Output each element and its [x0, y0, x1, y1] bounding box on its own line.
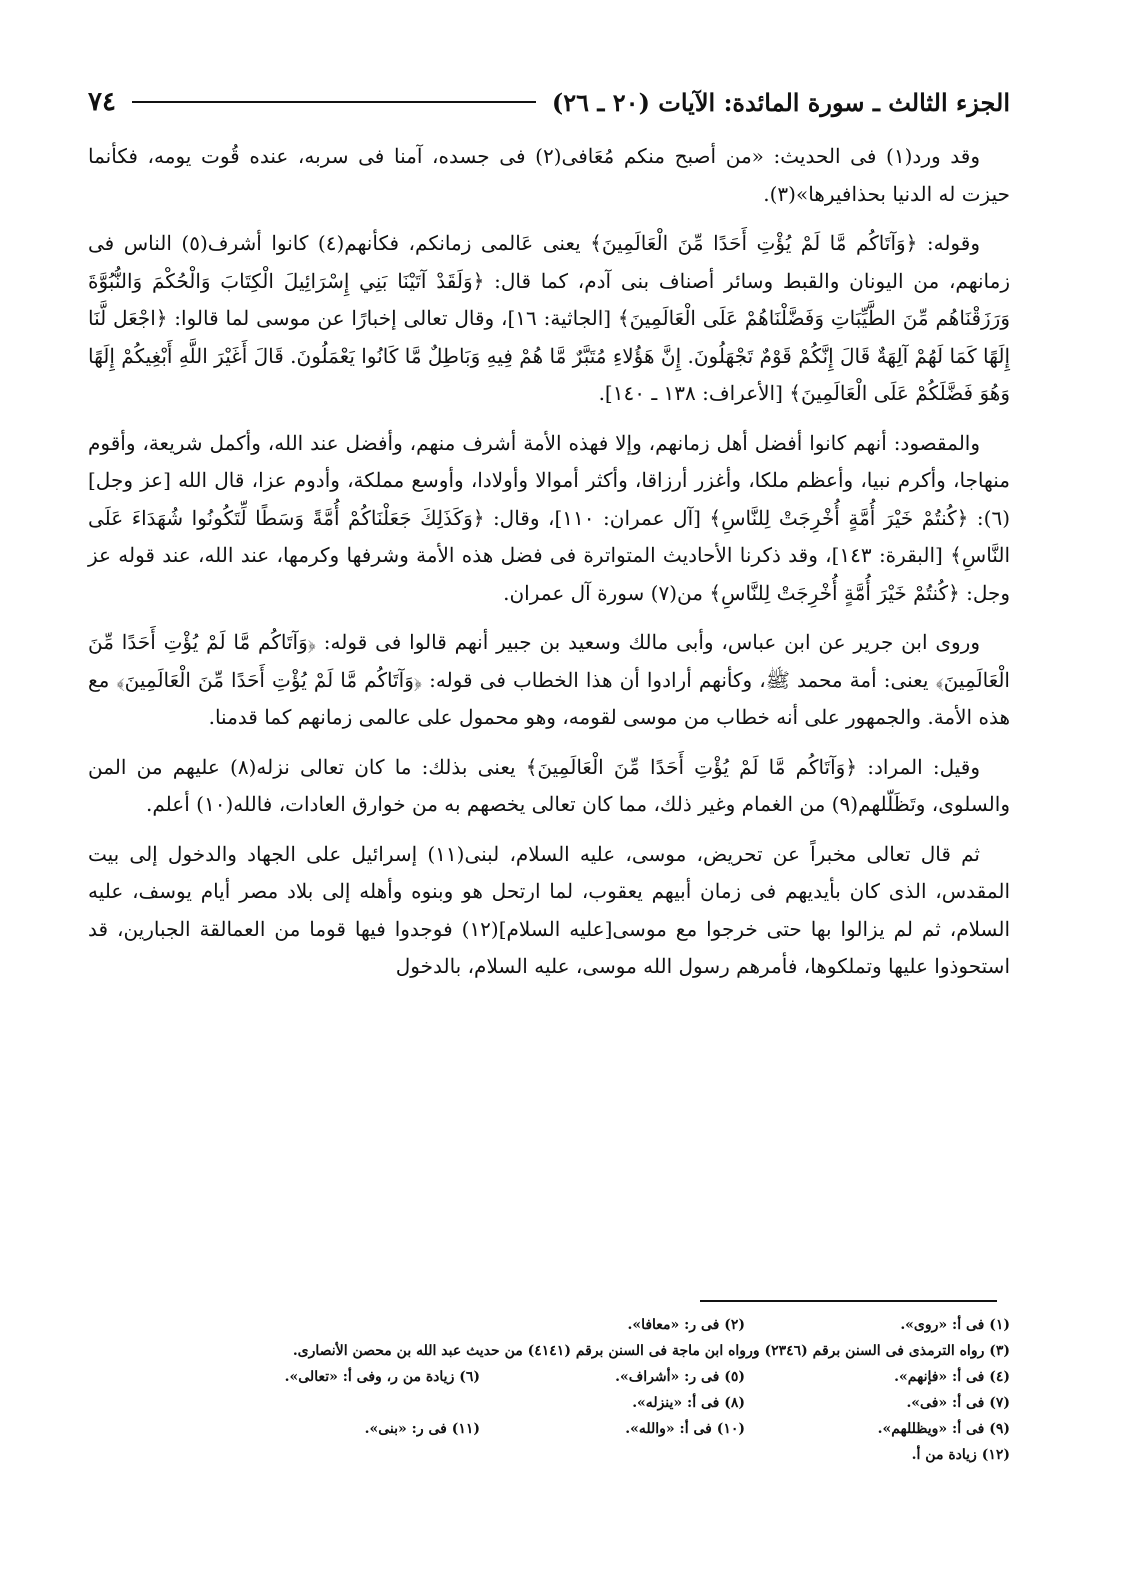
footnote-row — [130, 1338, 1010, 1364]
footnote: (٢) فى ر: «معافا». — [627, 1317, 745, 1333]
footnote-rule — [700, 1300, 997, 1302]
footnote-row — [130, 1312, 1010, 1338]
paragraph: ثم قال تعالى مخبراً عن تحريض، موسى، عليه السلام، لبنى(١١) إسرائيل على الجهاد والدخول إلى بيت المقدس، الذى كان بأيديهم فى زمان أبيهم يعقوب، لما ارتحل هو وبنوه وأهله إلى بلاد مصر أيام يوسف، عليه السلام، ثم لم يزالوا بها حتى خرجوا مع موسى[عليه السلام](١٢) فوجدوا فيها قوما من العمالقة الجبارين، قد استحوذوا عليها وتملكوها، فأمرهم رسول الله موسى، عليه السلام، بالدخول — [88, 841, 1011, 978]
header-title: الجزء الثالث ـ سورة المائدة: الآيات (٢٠ ـ ٢٦) — [551, 87, 1010, 117]
page-number: ٧٤ — [88, 87, 116, 117]
paragraph: وقد ورد(١) فى الحديث: «من أصبح منكم مُعَافى(٢) فى جسده، آمنا فى سربه، عنده قُوت يومه، فكأنما حيزت له الدنيا بحذافيرها»(٣). — [88, 144, 1010, 206]
header-rule — [132, 101, 536, 103]
footnote: (١٢) زيادة من أ. — [911, 1447, 1010, 1463]
footnote: (٩) فى أ: «ويظللهم». — [877, 1421, 1010, 1437]
footnote-row — [130, 1442, 1010, 1468]
footnote: (٣) رواه الترمذى فى السنن برقم (٢٣٤٦) ورواه ابن ماجة فى السنن برقم (٤١٤١) من حديث عبد الله بن محصن الأنصارى. — [292, 1343, 1010, 1359]
main-text — [88, 138, 1010, 998]
paragraph: وقيل: المراد: ﴿وَآتَاكُم مَّا لَمْ يُؤْتِ أَحَدًا مِّنَ الْعَالَمِينَ﴾ يعنى بذلك: ما كان تعالى نزله(٨) عليهم من المن والسلوى، وتَظَلّلهم(٩) من الغمام وغير ذلك، مما كان تعالى يخصهم به من خوارق العادات، فالله(١٠) أعلم. — [88, 754, 1010, 816]
footnote: (٦) زيادة من ر، وفى أ: «تعالى». — [284, 1369, 480, 1385]
footnote-row — [130, 1416, 1010, 1442]
footnote: (٨) فى أ: «ينزله». — [632, 1395, 745, 1411]
footnote: (٤) فى أ: «فإنهم». — [894, 1369, 1010, 1385]
footnotes — [130, 1312, 1010, 1468]
paragraph: والمقصود: أنهم كانوا أفضل أهل زمانهم، وإلا فهذه الأمة أشرف منهم، وأفضل عند الله، وأكمل شريعة، وأقوم منهاجا، وأكرم نبيا، وأعظم ملكا، وأغزر أرزاقا، وأكثر أموالا وأولادا، وأوسع مملكة، وأدوم عزا، قال الله [عز وجل](٦): ﴿كُنتُمْ خَيْرَ أُمَّةٍ أُخْرِجَتْ لِلنَّاسِ﴾ [آل عمران: ١١٠]، وقال: ﴿وَكَذَلِكَ جَعَلْنَاكُمْ أُمَّةً وَسَطًا لِّتَكُونُوا شُهَدَاءَ عَلَى النَّاسِ﴾ [البقرة: ١٤٣]، وقد ذكرنا الأحاديث المتواترة فى فضل هذه الأمة وشرفها وكرمها، عند الله، عند قوله عز وجل: ﴿كُنتُمْ خَيْرَ أُمَّةٍ أُخْرِجَتْ لِلنَّاسِ﴾ من(٧) سورة آل عمران. — [88, 430, 1010, 605]
footnote-row — [130, 1390, 1010, 1416]
footnote: (١٠) فى أ: «والله». — [625, 1421, 745, 1437]
footnote: (١) فى أ: «روى». — [900, 1317, 1010, 1333]
footnote: (١١) فى ر: «بنى». — [364, 1421, 480, 1437]
footnote: (٥) فى ر: «أشراف». — [615, 1369, 745, 1385]
paragraph: وروى ابن جرير عن ابن عباس، وأبى مالك وسعيد بن جبير أنهم قالوا فى قوله: ﴿وَآتَاكُم مَّا لَمْ يُؤْتِ أَحَدًا مِّنَ الْعَالَمِينَ﴾ يعنى: أمة محمد ﷺ، وكأنهم أرادوا أن هذا الخطاب فى قوله: ﴿وَآتَاكُم مَّا لَمْ يُؤْتِ أَحَدًا مِّنَ الْعَالَمِينَ﴾ مع هذه الأمة. والجمهور على أنه خطاب من موسى لقومه، وهو محمول على عالمى زمانهم كما قدمنا. — [88, 630, 1010, 729]
footnote-row — [130, 1364, 1010, 1390]
running-header — [88, 82, 1010, 122]
paragraph: وقوله: ﴿وَآتَاكُم مَّا لَمْ يُؤْتِ أَحَدًا مِّنَ الْعَالَمِينَ﴾ يعنى عَالمى زمانكم، فكأنهم(٤) كانوا أشرف(٥) الناس فى زمانهم، من اليونان والقبط وسائر أصناف بنى آدم، كما قال: ﴿وَلَقَدْ آتَيْنَا بَنِي إِسْرَائِيلَ الْكِتَابَ وَالْحُكْمَ وَالنُّبُوَّةَ وَرَزَقْنَاهُم مِّنَ الطَّيِّبَاتِ وَفَضَّلْنَاهُمْ عَلَى الْعَالَمِينَ﴾ [الجاثية: ١٦]، وقال تعالى إخبارًا عن موسى لما قالوا: ﴿اجْعَل لَّنَا إِلَهًا كَمَا لَهُمْ آلِهَةٌ قَالَ إِنَّكُمْ قَوْمٌ تَجْهَلُونَ. إِنَّ هَؤُلاءِ مُتَبَّرٌ مَّا هُمْ فِيهِ وَبَاطِلٌ مَّا كَانُوا يَعْمَلُونَ. قَالَ أَغَيْرَ اللَّهِ أَبْغِيكُمْ إِلَهًا وَهُوَ فَضَّلَكُمْ عَلَى الْعَالَمِينَ﴾ [الأعراف: ١٣٨ ـ ١٤٠]. — [87, 231, 1010, 405]
footnote: (٧) فى أ: «فى». — [906, 1395, 1010, 1411]
